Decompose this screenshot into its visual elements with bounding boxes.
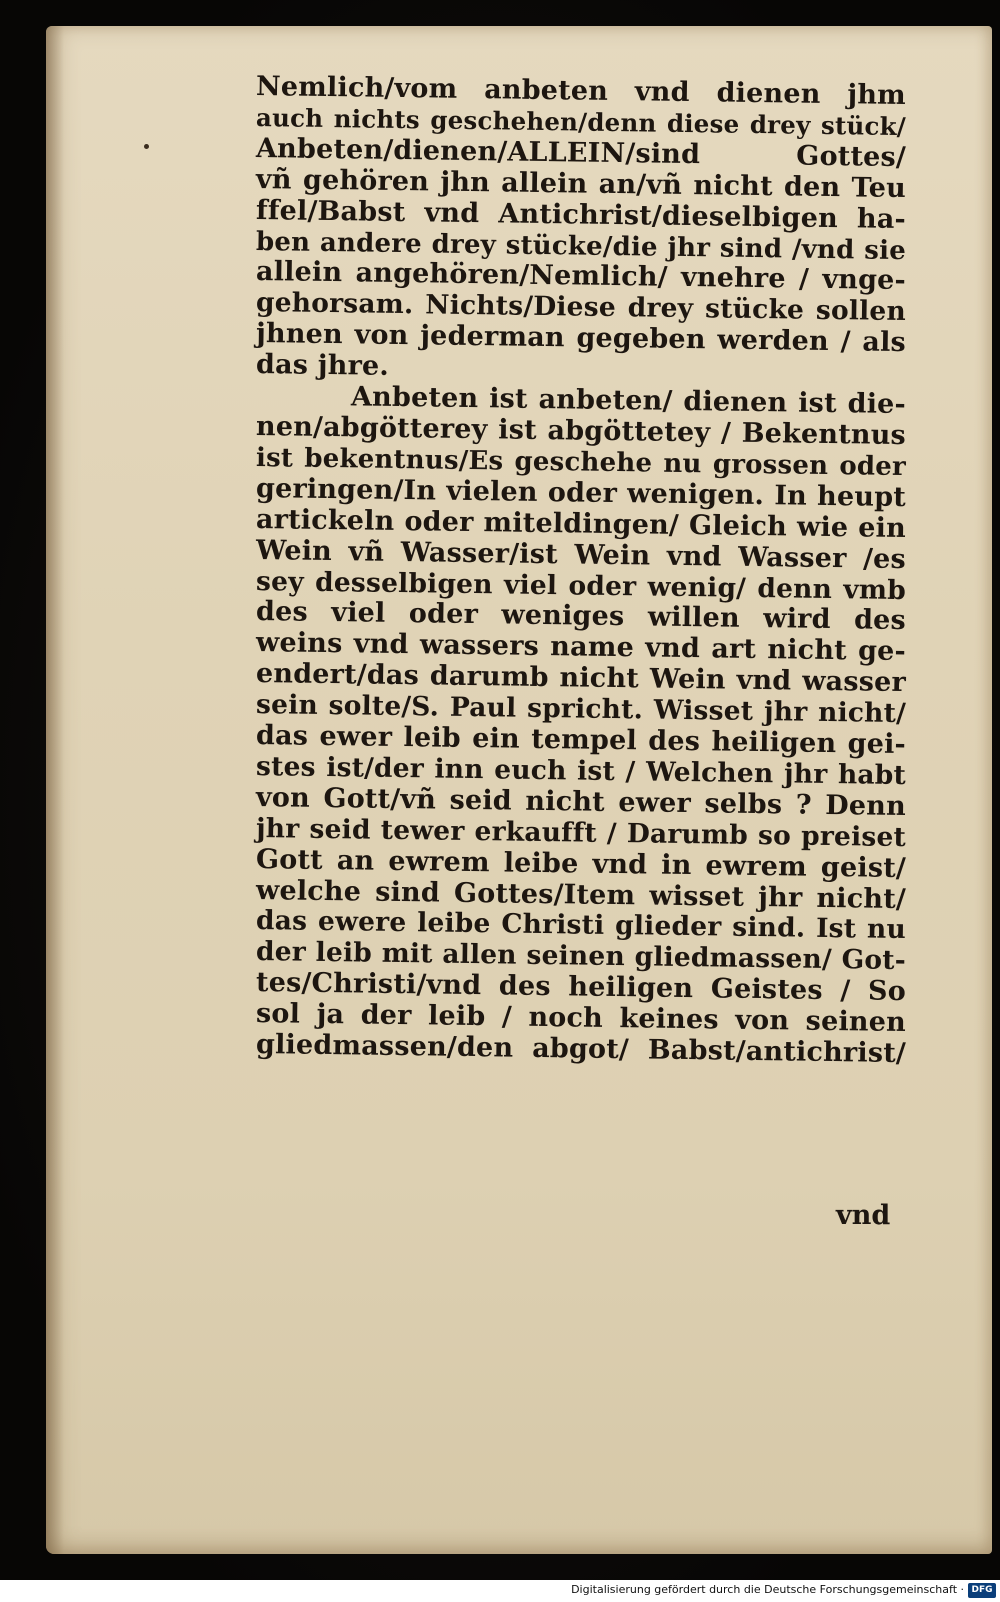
text-line: Nemlich/vom anbeten vnd dienen jhm — [255, 71, 907, 112]
catchword: vnd — [836, 1200, 891, 1231]
text-line: sol ja der leib / noch keines von seinen — [255, 998, 907, 1039]
ink-speck — [144, 144, 149, 149]
text-line: Anbeten ist anbeten/ dienen ist die- — [350, 381, 907, 421]
text-line: von Gott/vñ seid nicht ewer selbs ? Denn — [255, 781, 907, 822]
text-line: Wein vñ Wasser/ist Wein vnd Wasser /es — [255, 534, 907, 575]
text-line: nen/abgötterey ist abgöttetey / Bekentnus — [255, 410, 907, 452]
text-line: der leib mit allen seinen gliedmassen/ Got- — [255, 936, 907, 977]
text-line: gliedmassen/den abgot/ Babst/antichrist/ — [255, 1029, 907, 1070]
dfg-logo: DFG — [968, 1583, 996, 1598]
text-line: weins vnd wassers name vnd art nicht ge- — [255, 627, 907, 668]
text-line: welche sind Gottes/Item wisset jhr nicht/ — [255, 874, 907, 915]
text-line: ffel/Babst vnd Antichrist/dieselbigen ha- — [255, 194, 907, 235]
text-line: sey desselbigen viel oder wenig/ denn vmb — [255, 565, 907, 606]
text-line: auch nichts geschehen/denn diese drey stück/ — [255, 102, 907, 141]
text-line: das jhre. — [255, 349, 390, 383]
text-line: endert/das darumb nicht Wein vnd wasser — [255, 658, 907, 699]
text-line: tes/Christi/vnd des heiligen Geistes / So — [255, 967, 907, 1008]
text-line: jhr seid tewer erkaufft / Darumb so preiset — [255, 812, 907, 853]
text-line: das ewere leibe Christi glieder sind. Ist nu — [255, 905, 907, 946]
text-line: artickeln oder miteldingen/ Gleich wie ein — [255, 503, 907, 544]
text-line: des viel oder weniges willen wird des — [255, 596, 907, 637]
text-line: jhnen von jederman gegeben werden / als — [255, 318, 907, 359]
text-line: Gott an ewrem leibe vnd in ewrem geist/ — [255, 843, 907, 884]
text-line: ist bekentnus/Es geschehe nu grossen oder — [255, 442, 907, 482]
page-gutter-shadow — [46, 26, 64, 1554]
text-line: das ewer leib ein tempel des heiligen gei- — [255, 720, 907, 761]
footer-bar — [0, 1580, 1000, 1602]
text-line: stes ist/der inn euch ist / Welchen jhr habt — [255, 750, 907, 792]
text-line: sein solte/S. Paul spricht. Wisset jhr nicht/ — [255, 689, 907, 730]
funding-credit: Digitalisierung gefördert durch die Deutsche Forschungsgemeinschaft · — [571, 1583, 964, 1596]
text-line: ben andere drey stücke/die jhr sind /vnd sie — [255, 226, 907, 266]
text-line: gehorsam. Nichts/Diese drey stücke sollen — [255, 287, 907, 328]
text-line: Anbeten/dienen/ALLEIN/sind Gottes/ — [255, 132, 907, 173]
text-line: geringen/In vielen oder wenigen. In heupt — [255, 472, 907, 513]
body-text — [255, 71, 907, 1070]
text-line: allein angehören/Nemlich/ vnehre / vnge- — [255, 256, 907, 297]
text-line: vñ gehören jhn allein an/vñ nicht den Teu — [255, 163, 907, 204]
